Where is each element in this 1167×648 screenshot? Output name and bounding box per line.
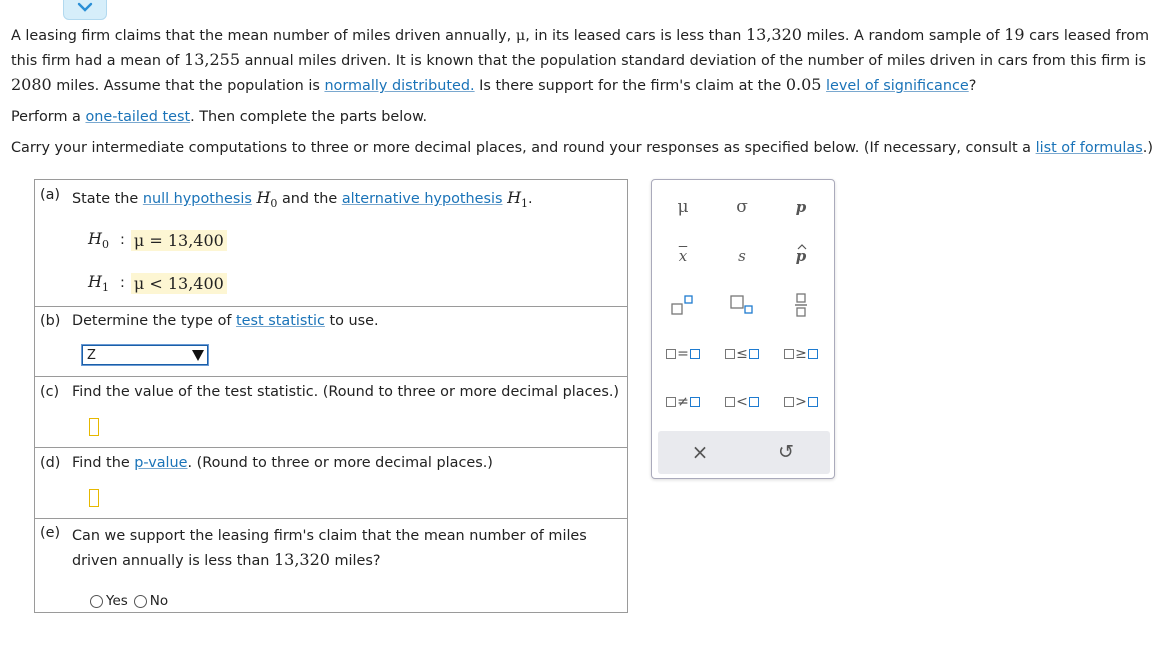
part-a: (a) State the null hypothesis $H_0$ and the alternative hypothesis $H_1$. $H_0$ : μ = 13,400 $H_1$ : μ < 13,400 xyxy=(35,180,627,307)
collapse-tab[interactable] xyxy=(63,0,107,20)
dropdown-caret-icon xyxy=(192,350,204,361)
chevron-down-icon xyxy=(77,2,93,12)
clear-icon[interactable]: × xyxy=(691,440,709,464)
perform-instruction: Perform a one-tailed test. Then complete the parts below. xyxy=(11,109,428,125)
null-hypothesis-answer[interactable]: μ = 13,400 xyxy=(131,230,227,251)
claim-value: 13,320 xyxy=(745,25,802,44)
subscript-icon xyxy=(729,294,755,316)
x-bar-button[interactable]: $\overline{x}$ xyxy=(678,247,688,265)
less-than-button[interactable]: < xyxy=(722,387,762,417)
fraction-button[interactable] xyxy=(781,290,821,320)
part-c: (c) Find the value of the test statistic. (Round to three or more decimal places.) xyxy=(35,377,627,448)
sigma-button[interactable]: σ xyxy=(736,197,748,217)
superscript-button[interactable] xyxy=(663,290,703,320)
part-b: (b) Determine the type of test statistic to use. Z xyxy=(35,307,627,377)
sample-size: 19 xyxy=(1004,25,1025,44)
fraction-icon xyxy=(793,292,809,318)
p-button[interactable]: p xyxy=(795,198,807,216)
alternative-hypothesis-link[interactable]: alternative hypothesis xyxy=(341,191,503,207)
alternative-hypothesis-row: $H_1$ : μ < 13,400 xyxy=(88,272,227,294)
test-statistic-select[interactable]: Z xyxy=(82,345,208,365)
hat-icon xyxy=(797,244,807,250)
test-statistic-input[interactable] xyxy=(89,418,99,436)
sample-mean: 13,255 xyxy=(184,50,241,69)
sigma-value: 2080 xyxy=(11,75,52,94)
alpha-value: 0.05 xyxy=(785,75,822,94)
symbol-palette xyxy=(651,179,835,479)
s-button[interactable]: s xyxy=(738,247,746,265)
subscript-button[interactable] xyxy=(722,290,762,320)
less-equal-button[interactable]: ≤ xyxy=(722,339,762,369)
level-of-significance-link[interactable]: level of significance xyxy=(826,78,969,94)
greater-equal-button[interactable]: ≥ xyxy=(781,339,821,369)
p-value-link[interactable]: p-value xyxy=(134,455,188,471)
equals-button[interactable]: = xyxy=(663,339,703,369)
part-d: (d) Find the p-value. (Round to three or more decimal places.) xyxy=(35,448,627,519)
no-radio[interactable] xyxy=(134,595,147,608)
superscript-icon xyxy=(670,294,696,316)
normally-distributed-link[interactable]: normally distributed. xyxy=(324,78,475,94)
question-parts xyxy=(34,179,628,613)
test-statistic-link[interactable]: test statistic xyxy=(236,313,325,329)
palette-actions xyxy=(658,431,830,474)
one-tailed-test-link[interactable]: one-tailed test xyxy=(85,109,191,125)
p-value-input[interactable] xyxy=(89,489,99,507)
part-e: (e) Can we support the leasing firm's claim that the mean number of miles driven annually is less than 13,320 miles? Yes No xyxy=(40,525,587,609)
null-hypothesis-link[interactable]: null hypothesis xyxy=(142,191,252,207)
greater-than-button[interactable]: > xyxy=(781,387,821,417)
list-of-formulas-link[interactable]: list of formulas xyxy=(1035,140,1143,156)
alternative-hypothesis-answer[interactable]: μ < 13,400 xyxy=(131,273,227,294)
p-hat-button[interactable]: p xyxy=(781,241,821,271)
support-claim-options: Yes No xyxy=(90,593,168,609)
carry-instruction: Carry your intermediate computations to three or more decimal places, and round your responses as specified below. (If necessary, consult a list of formulas.) xyxy=(11,140,1153,156)
null-hypothesis-row: $H_0$ : μ = 13,400 xyxy=(88,229,227,251)
undo-icon[interactable]: ↺ xyxy=(778,441,794,463)
yes-radio[interactable] xyxy=(90,595,103,608)
not-equal-button[interactable]: ≠ xyxy=(663,387,703,417)
mu-button[interactable]: μ xyxy=(677,197,689,217)
problem-statement: A leasing firm claims that the mean number of miles driven annually, μ, in its leased cars is less than 13,320 miles. A random sample of 19 cars leased from this firm had a mean of 13,255 annual miles driven. It is known that the population standard deviation of the number of miles driven in cars from this firm is 2080 miles. Assume that the population is normally distributed. Is there support for the firm's claim at the 0.05 level of significance? xyxy=(11,25,1150,94)
